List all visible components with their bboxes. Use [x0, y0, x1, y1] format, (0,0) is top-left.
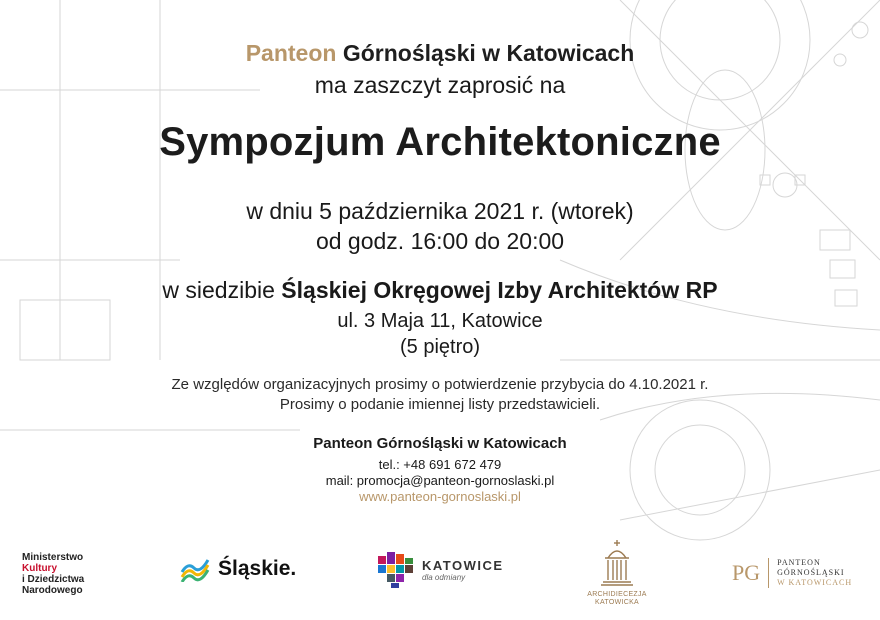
attendee-list-note: Prosimy o podanie imiennej listy przedstawicieli.	[279, 396, 601, 413]
slaskie-logo: Śląskie.	[180, 556, 296, 582]
host-organization	[0, 40, 880, 67]
event-venue	[0, 277, 880, 304]
org-rest: Górnośląski w Katowicach	[342, 40, 635, 66]
contact-website-link[interactable]: www.panteon-gornoslaski.pl	[359, 489, 521, 504]
contact-phone[interactable]: tel.: +48 691 672 479	[378, 457, 502, 472]
cathedral-icon	[600, 540, 634, 586]
panteon-monogram: PG	[732, 560, 761, 585]
katowice-mosaic-icon	[378, 552, 414, 588]
org-highlight: Panteon	[245, 40, 337, 66]
invite-text: ma zaszczyt zaprosić na	[314, 72, 566, 98]
katowice-logo: KATOWICE dla odmiany	[378, 552, 504, 588]
contact-email[interactable]: mail: promocja@panteon-gornoslaski.pl	[325, 473, 555, 488]
contact-organization: Panteon Górnośląski w Katowicach	[313, 435, 567, 452]
sponsor-logos	[0, 530, 880, 620]
venue-name: Śląskiej Okręgowej Izby Architektów RP	[281, 277, 718, 303]
event-date: w dniu 5 października 2021 r. (wtorek)	[246, 198, 634, 224]
ministry-culture-logo: Ministerstwo Kultury i Dziedzictwa Narodowego	[22, 552, 85, 596]
slaskie-wave-icon	[180, 556, 210, 582]
venue-street: ul. 3 Maja 11, Katowice	[337, 310, 543, 332]
event-title: Sympozjum Architektoniczne	[159, 120, 721, 164]
rsvp-note: Ze względów organizacyjnych prosimy o potwierdzenie przybycia do 4.10.2021 r.	[171, 376, 709, 393]
panteon-divider	[768, 558, 769, 588]
venue-floor: (5 piętro)	[399, 336, 481, 358]
archidiecezja-logo: ARCHIDIECEZJA KATOWICKA	[584, 540, 650, 607]
panteon-logo: PG PANTEON GÓRNOŚLĄSKI W KATOWICACH	[732, 558, 853, 587]
event-time: od godz. 16:00 do 20:00	[315, 228, 565, 254]
venue-prefix: w siedzibie	[162, 277, 275, 303]
